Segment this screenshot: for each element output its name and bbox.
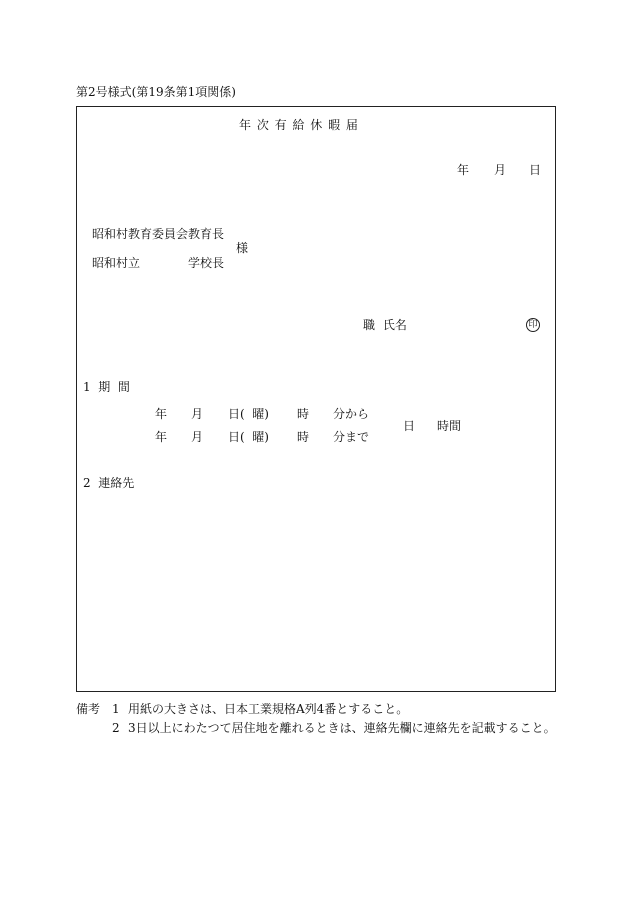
addressee-honorific: 様 — [236, 241, 249, 255]
date-day: 日 — [529, 163, 542, 177]
period-from-minute: 分から — [333, 407, 370, 421]
period-to-day: 日( 曜) — [228, 430, 269, 444]
applicant-name-label: 職 氏名 — [363, 318, 407, 332]
section-contact-label: 2 連絡先 — [83, 476, 135, 490]
period-total-hours: 時間 — [437, 419, 462, 433]
note-number: 1 — [112, 702, 120, 716]
seal-mark: 印 — [526, 318, 540, 332]
period-to-hour: 時 — [297, 430, 310, 444]
notes-heading: 備考 — [76, 702, 101, 716]
addressee-school-principal: 学校長 — [188, 256, 225, 270]
date-year: 年 — [457, 163, 470, 177]
period-to-year: 年 — [155, 430, 168, 444]
note-text: 3日以上にわたつて居住地を離れるときは、連絡先欄に連絡先を記載すること。 — [128, 721, 556, 735]
section-period-label: 1 期 間 — [83, 380, 130, 394]
period-from-year: 年 — [155, 407, 168, 421]
note-number: 2 — [112, 721, 120, 735]
form-number-label: 第2号様式(第19条第1項関係) — [76, 85, 236, 99]
period-from-month: 月 — [191, 407, 204, 421]
note-text: 用紙の大きさは、日本工業規格A列4番とすること。 — [128, 702, 409, 716]
date-month: 月 — [494, 163, 507, 177]
period-from-day: 日( 曜) — [228, 407, 269, 421]
addressee-school-prefix: 昭和村立 — [92, 256, 141, 270]
form-title: 年 次 有 給 休 暇 届 — [239, 118, 359, 132]
period-to-minute: 分まで — [333, 430, 370, 444]
leave-request-form — [76, 106, 556, 692]
addressee-board: 昭和村教育委員会教育長 — [92, 227, 225, 241]
period-to-month: 月 — [191, 430, 204, 444]
period-from-hour: 時 — [297, 407, 310, 421]
period-total-days: 日 — [403, 419, 416, 433]
